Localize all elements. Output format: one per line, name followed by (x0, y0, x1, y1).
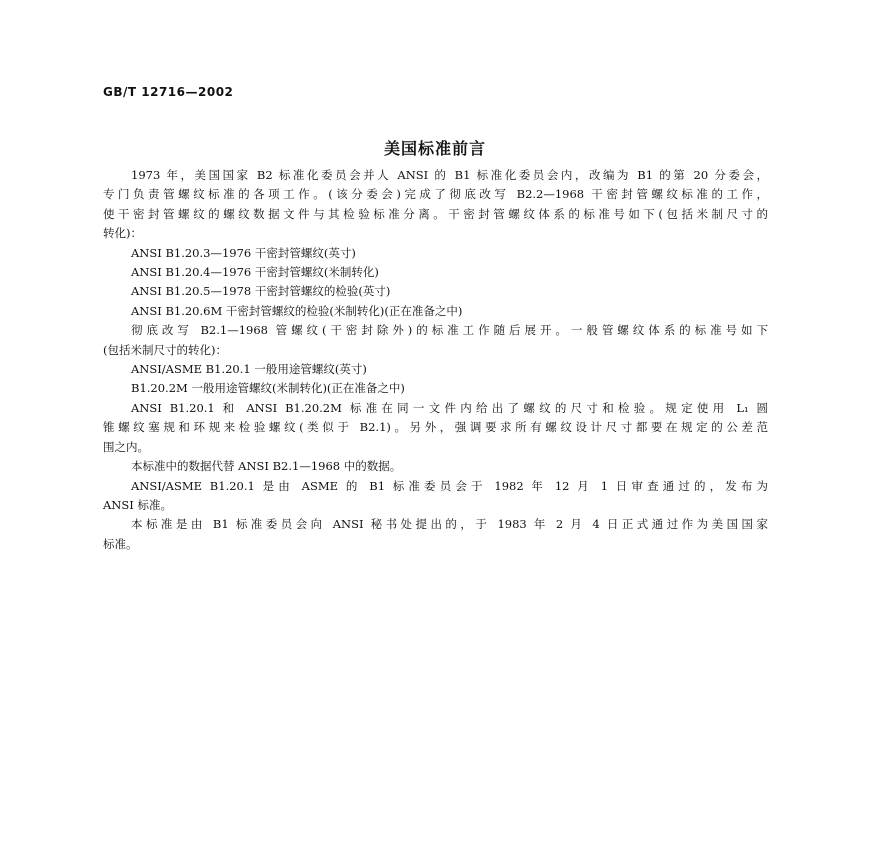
standard-list-item: ANSI B1.20.6M 干密封管螺纹的检验(米制转化)(正在准备之中) (131, 303, 463, 318)
paragraph-line: 锥螺纹塞规和环规来检验螺纹(类似于 B2.1)。另外，强调要求所有螺纹设计尺寸都要在规定的公差范 (103, 420, 768, 435)
paragraph-line: ANSI/ASME B1.20.1 是由 ASME 的 B1 标准委员会于 1982 年 12 月 1 日审查通过的，发布为 (131, 478, 768, 493)
paragraph-line: ANSI 标准。 (103, 497, 172, 512)
foreword-body (103, 166, 768, 554)
paragraph-line: 围之内。 (103, 439, 149, 454)
standard-list-item: B1.20.2M 一般用途管螺纹(米制转化)(正在准备之中) (131, 381, 405, 396)
standard-number: GB/T 12716—2002 (103, 85, 234, 99)
paragraph-line: 1973 年，美国国家 B2 标准化委员会并人 ANSI 的 B1 标准化委员会内，改编为 B1 的第 20 分委会， (131, 168, 768, 182)
paragraph-line: 标准。 (103, 536, 138, 551)
standard-list-item: ANSI B1.20.4—1976 干密封管螺纹(米制转化) (131, 265, 379, 280)
paragraph-line: (包括米制尺寸的转化)： (103, 342, 227, 357)
foreword-title: 美国标准前言 (383, 139, 486, 158)
paragraph-line: ANSI B1.20.1 和 ANSI B1.20.2M 标准在同一文件内给出了螺纹的尺寸和检验。规定使用 L₁ 圆 (131, 400, 768, 415)
standard-list-item: ANSI/ASME B1.20.1 一般用途管螺纹(英寸) (131, 362, 367, 377)
standard-list-item: ANSI B1.20.5—1978 干密封管螺纹的检验(英寸) (131, 284, 391, 299)
standard-list-item: ANSI B1.20.3—1976 干密封管螺纹(英寸) (131, 245, 356, 260)
paragraph-line: 本标准是由 B1 标准委员会向 ANSI 秘书处提出的，于 1983 年 2 月 4 日正式通过作为美国国家 (131, 517, 768, 532)
paragraph-line: 彻底改写 B2.1—1968 管螺纹(干密封除外)的标准工作随后展开。一般管螺纹体系的标准号如下 (131, 323, 768, 338)
paragraph-line: 本标准中的数据代替 ANSI B2.1—1968 中的数据。 (131, 459, 402, 474)
paragraph-line: 专门负责管螺纹标准的各项工作。(该分委会)完成了彻底改写 B2.2—1968 干密封管螺纹标准的工作， (103, 187, 768, 202)
paragraph-line: 转化)： (103, 226, 142, 241)
paragraph-line: 使干密封管螺纹的螺纹数据文件与其检验标准分离。干密封管螺纹体系的标准号如下(包括米制尺寸的 (103, 206, 768, 221)
